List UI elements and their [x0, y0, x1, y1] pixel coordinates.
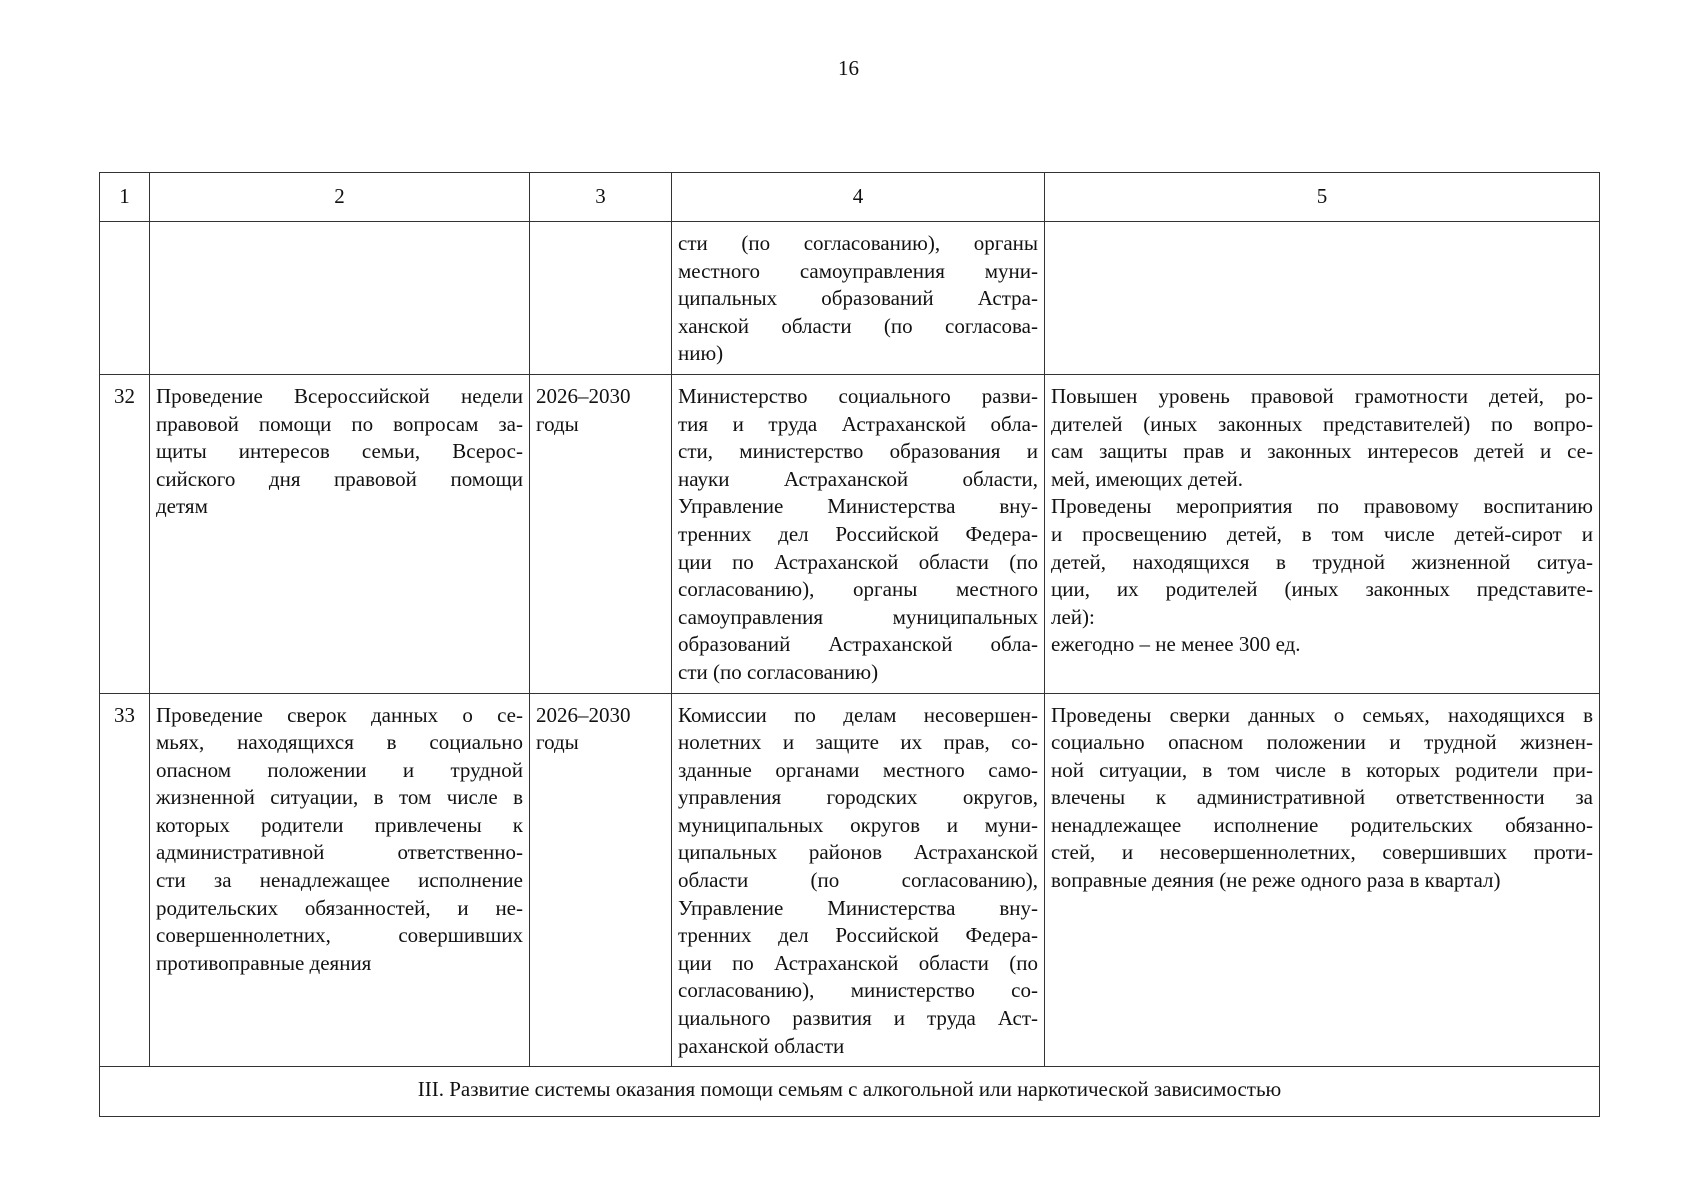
measures-table [99, 172, 1600, 1117]
event-cell [150, 222, 530, 375]
row-number-cell: 33 [100, 693, 150, 1067]
event-line: Проведение Всероссийской недели [156, 383, 523, 408]
table-row [100, 222, 1600, 375]
event-line: детям [156, 494, 208, 519]
result-cell [1045, 693, 1600, 1067]
executors-line: самоуправления муниципальных [678, 604, 1038, 629]
event-line: сти за ненадлежащее исполнение [156, 868, 523, 893]
executors-line: ципальных районов Астраханской [678, 840, 1038, 865]
period-cell [530, 374, 672, 693]
result-line: ции, их родителей (иных законных представите- [1051, 577, 1593, 602]
page-number: 16 [838, 56, 859, 80]
executors-line: муниципальных округов и муни- [678, 812, 1038, 837]
executors-line: Министерство социального разви- [678, 383, 1038, 408]
result-line: ежегодно – не менее 300 ед. [1051, 632, 1301, 657]
row-number-cell: 32 [100, 374, 150, 693]
header-cell: 3 [530, 173, 672, 222]
result-line: и просвещению детей, в том числе детей-сирот и [1051, 521, 1593, 546]
executors-line: науки Астраханской области, [678, 466, 1038, 491]
section-title: III. Развитие системы оказания помощи семьям с алкогольной или наркотической зависимостью [100, 1067, 1600, 1117]
executors-line: Управление Министерства вну- [678, 895, 1038, 920]
executors-line: тия и труда Астраханской обла- [678, 411, 1038, 436]
event-line: административной ответственно- [156, 840, 523, 865]
header-cell: 5 [1045, 173, 1600, 222]
period-cell [530, 693, 672, 1067]
executors-line: циального развития и труда Аст- [678, 1006, 1038, 1031]
period-line: годы [536, 730, 579, 755]
event-line: родительских обязанностей, и не- [156, 895, 523, 920]
executors-line: согласованию), министерство со- [678, 978, 1038, 1003]
executors-line: Управление Министерства вну- [678, 494, 1038, 519]
result-line: социально опасном положении и трудной жизнен- [1051, 730, 1593, 755]
executors-cell [672, 693, 1045, 1067]
event-line: которых родители привлечены к [156, 812, 523, 837]
executors-line: Комиссии по делам несовершен- [678, 702, 1038, 727]
executors-cell [672, 374, 1045, 693]
result-line: ной ситуации, в том числе в которых родители при- [1051, 757, 1593, 782]
table-row [100, 693, 1600, 1067]
executors-line: управления городских округов, [678, 785, 1038, 810]
executors-line: тренних дел Российской Федера- [678, 923, 1038, 948]
event-line: правовой помощи по вопросам за- [156, 411, 523, 436]
event-line: жизненной ситуации, в том числе в [156, 785, 523, 810]
executors-cell [672, 222, 1045, 375]
event-line: противоправные деяния [156, 950, 372, 975]
executors-line: нию) [678, 341, 724, 366]
executors-line: образований Астраханской обла- [678, 632, 1038, 657]
result-line: дителей (иных законных представителей) по вопро- [1051, 411, 1593, 436]
executors-line: сти (по согласованию) [678, 659, 879, 684]
event-line: опасном положении и трудной [156, 757, 523, 782]
executors-line: области (по согласованию), [678, 868, 1038, 893]
event-line: совершеннолетних, совершивших [156, 923, 523, 948]
result-cell [1045, 374, 1600, 693]
executors-line: сти (по согласованию), органы [678, 231, 1038, 255]
result-line: воправные деяния (не реже одного раза в квартал) [1051, 868, 1501, 893]
executors-line: согласованию), органы местного [678, 577, 1038, 602]
period-cell [530, 222, 672, 375]
executors-line: местного самоуправления муни- [678, 258, 1038, 283]
row-number-cell [100, 222, 150, 375]
executors-line: тренних дел Российской Федера- [678, 521, 1038, 546]
period-line: 2026–2030 [536, 702, 631, 727]
table-row [100, 374, 1600, 693]
event-cell [150, 693, 530, 1067]
executors-line: сти, министерство образования и [678, 439, 1038, 464]
section-heading-row [100, 1067, 1600, 1117]
header-cell: 2 [150, 173, 530, 222]
executors-line: ципальных образований Астра- [678, 286, 1038, 311]
result-line: стей, и несовершеннолетних, совершивших проти- [1051, 840, 1593, 865]
result-line: влечены к административной ответственности за [1051, 785, 1593, 810]
event-line: Проведение сверок данных о се- [156, 702, 523, 727]
event-cell [150, 374, 530, 693]
result-line: сам защиты прав и законных интересов детей и се- [1051, 439, 1593, 464]
header-cell: 1 [100, 173, 150, 222]
executors-line: ханской области (по согласова- [678, 313, 1038, 338]
result-line: Проведены мероприятия по правовому воспитанию [1051, 494, 1593, 519]
result-cell [1045, 222, 1600, 375]
result-line: Проведены сверки данных о семьях, находящихся в [1051, 702, 1593, 727]
event-line: мьях, находящихся в социально [156, 730, 523, 755]
result-line: лей): [1051, 604, 1095, 629]
result-line: ненадлежащее исполнение родительских обязанно- [1051, 812, 1593, 837]
table-header-row [100, 173, 1600, 222]
executors-line: нолетних и защите их прав, со- [678, 730, 1038, 755]
result-line: Повышен уровень правовой грамотности детей, ро- [1051, 383, 1593, 408]
executors-line: ции по Астраханской области (по [678, 950, 1038, 975]
result-line: мей, имеющих детей. [1051, 466, 1244, 491]
executors-line: раханской области [678, 1033, 845, 1058]
period-line: годы [536, 411, 579, 436]
event-line: сийского дня правовой помощи [156, 466, 523, 491]
executors-line: зданные органами местного само- [678, 757, 1038, 782]
executors-line: ции по Астраханской области (по [678, 549, 1038, 574]
header-cell: 4 [672, 173, 1045, 222]
result-line: детей, находящихся в трудной жизненной ситуа- [1051, 549, 1593, 574]
event-line: щиты интересов семьи, Всерос- [156, 439, 523, 464]
period-line: 2026–2030 [536, 383, 631, 408]
